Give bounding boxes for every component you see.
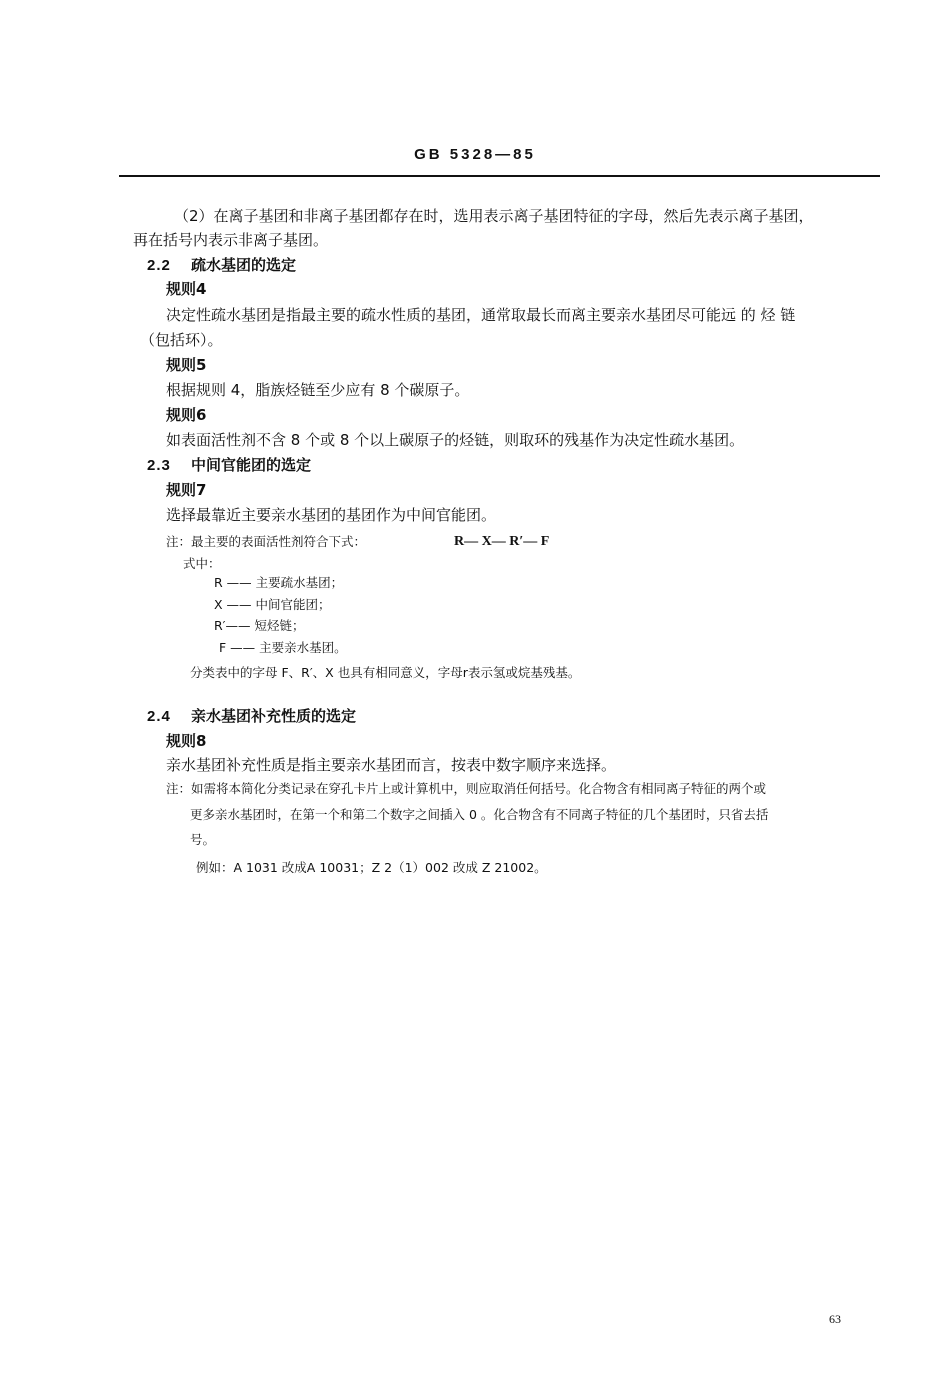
rule7-note-end: 分类表中的字母 F、R′、X 也具有相同意义，字母r表示氢或烷基残基。 bbox=[190, 665, 581, 680]
formula-def-r-prime: R′—— 短烃链； bbox=[214, 618, 305, 633]
formula: R— X— R′— F bbox=[454, 534, 550, 549]
section-number: 2.2 bbox=[147, 257, 171, 274]
formula-def-x: X —— 中间官能团； bbox=[214, 597, 331, 612]
rule6-label: 规则6 bbox=[166, 406, 207, 424]
para-2-line1: （2）在离子基团和非离子基团都存在时，选用表示离子基团特征的字母，然后先表示离子基团， bbox=[174, 207, 814, 225]
para-2-line2: 再在括号内表示非离子基团。 bbox=[133, 231, 329, 249]
formula-where: 式中： bbox=[183, 556, 221, 571]
section-2-3-heading bbox=[147, 455, 311, 476]
section-title: 亲水基团补充性质的选定 bbox=[191, 707, 357, 725]
section-number: 2.3 bbox=[147, 457, 171, 474]
section-title: 疏水基团的选定 bbox=[191, 256, 297, 274]
rule8-label: 规则8 bbox=[166, 732, 207, 750]
rule8-text: 亲水基团补充性质是指主要亲水基团而言，按表中数字顺序来选择。 bbox=[166, 756, 617, 774]
header-rule bbox=[119, 175, 880, 177]
page-number: 63 bbox=[829, 1312, 841, 1326]
section-2-4-heading bbox=[147, 706, 356, 727]
rule4-label: 规则4 bbox=[166, 280, 207, 298]
section-number: 2.4 bbox=[147, 708, 171, 725]
rule4-line2: （包括环）。 bbox=[140, 331, 223, 349]
rule6-text: 如表面活性剂不含 8 个或 8 个以上碳原子的烃链，则取环的残基作为决定性疏水基团。 bbox=[166, 431, 745, 449]
rule8-note-line2: 更多亲水基团时，在第一个和第二个数字之间插入 0 。化合物含有不同离子特征的几个基团时，只省去括 bbox=[190, 807, 769, 822]
standard-code-header: GB 5328—85 bbox=[414, 146, 536, 163]
rule8-note-line3: 号。 bbox=[190, 832, 216, 847]
rule8-note-line1: 注：如需将本简化分类记录在穿孔卡片上或计算机中，则应取消任何括号。化合物含有相同离子特征的两个或 bbox=[166, 781, 767, 796]
section-title: 中间官能团的选定 bbox=[191, 456, 312, 474]
rule7-label: 规则7 bbox=[166, 481, 207, 499]
formula-def-r: R —— 主要疏水基团； bbox=[214, 575, 344, 590]
section-2-2-heading bbox=[147, 255, 296, 276]
rule8-example: 例如：A 1031 改成A 10031；Z 2（1）002 改成 Z 21002。 bbox=[196, 860, 547, 875]
rule5-text: 根据规则 4，脂族烃链至少应有 8 个碳原子。 bbox=[166, 381, 470, 399]
rule5-label: 规则5 bbox=[166, 356, 207, 374]
rule7-note-intro: 注：最主要的表面活性剂符合下式： bbox=[166, 534, 367, 549]
rule4-line1: 决定性疏水基团是指最主要的疏水性质的基团，通常取最长而离主要亲水基团尽可能远 的 烃 链 bbox=[166, 306, 796, 324]
rule7-text: 选择最靠近主要亲水基团的基团作为中间官能团。 bbox=[166, 506, 497, 524]
formula-def-f: F —— 主要亲水基团。 bbox=[219, 640, 347, 655]
